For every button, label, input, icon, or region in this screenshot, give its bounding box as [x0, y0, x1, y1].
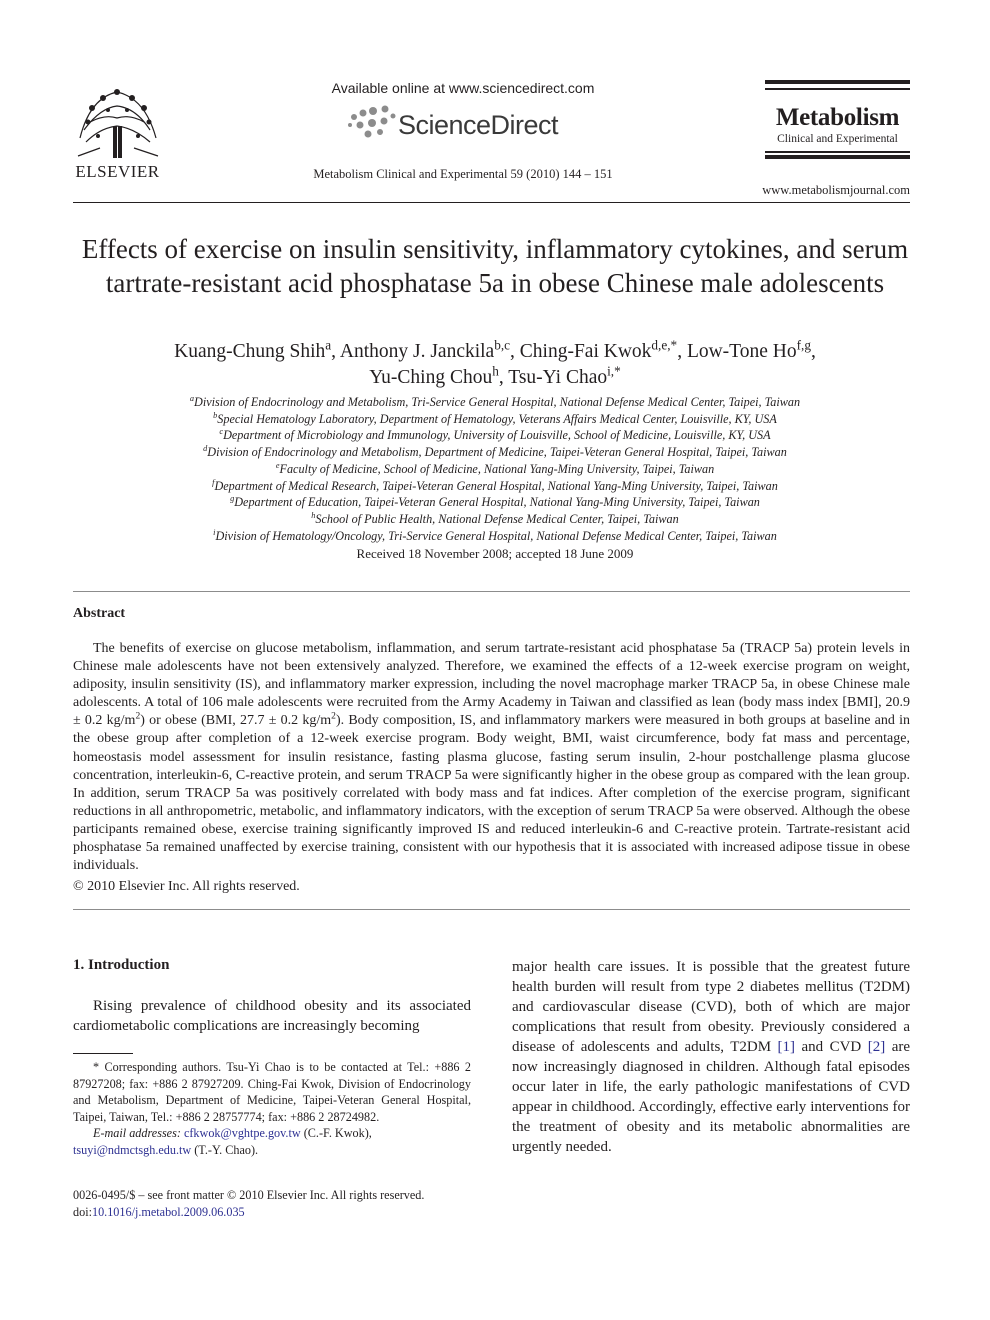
journal-rule	[765, 80, 910, 84]
author-affiliation-mark: i,*	[607, 363, 621, 379]
intro-text: major health care issues. It is possible that the greatest future health burden will result from type 2 diabetes mellitus (T2DM) and cardiovascular disease (CVD), both of which are major complications that result from obesity. Previously considered a disease of adolescents and adults, T2DM	[512, 959, 910, 1055]
abstract-text: ) or obese (BMI, 27.7 ± 0.2 kg/m	[140, 713, 332, 729]
abstract-body	[73, 640, 910, 875]
section-heading: 1. Introduction	[73, 957, 170, 973]
journal-rule	[765, 151, 910, 153]
author-name: Yu-Ching Chou	[369, 367, 493, 388]
email-addresses	[73, 1125, 471, 1158]
affiliation-mark: f	[212, 477, 215, 487]
journal-rule	[765, 155, 910, 159]
abstract-superscript: 2	[331, 711, 336, 722]
author-name: Kuang-Chung Shih	[174, 341, 326, 362]
author-name: Tsu-Yi Chao	[508, 367, 608, 388]
elsevier-logo	[70, 78, 165, 180]
affiliation-text: Department of Education, Taipei-Veteran General Hospital, National Yang-Ming University, Taipei, Taiwan	[234, 495, 760, 510]
abstract-superscript: 2	[135, 711, 141, 722]
affiliation-text: Division of Endocrinology and Metabolism, Department of Medicine, Taipei-Veteran General Hospital, Taipei, Taiwan	[207, 445, 787, 460]
affiliation-mark: c	[219, 427, 224, 437]
author-separator: ,	[331, 341, 340, 362]
intro-paragraph-left: Rising prevalence of childhood obesity and its associated cardiometabolic complications are increasingly becoming	[73, 998, 471, 1034]
abstract-divider	[73, 909, 910, 910]
sciencedirect-dots-icon	[346, 103, 398, 143]
affiliation-mark: a	[189, 393, 195, 403]
affiliation	[80, 461, 910, 478]
reference-link[interactable]: [2]	[867, 1039, 886, 1055]
author-affiliation-mark: b,c	[494, 337, 511, 353]
journal-url-link[interactable]: www.metabolismjournal.com	[762, 183, 910, 197]
abstract-text: ). Body composition, IS, and inflammatory markers were measured in both groups at baseline and in the obese group after completion of a 12-week exercise program. Body weight, BMI, waist circumference, body fat mass and percentage, homeostasis model assessment for insulin resistance, fasting plasma glucose, fasting serum insulin, 2-hour postchallenge plasma glucose concentration, interleukin-6, C-reactive protein, and serum TRACP 5a were significantly higher in the obese group as compared with the lean group. In addition, serum TRACP 5a was positively correlated with body mass and fat indices. After completion of the exercise program, significant reductions in all anthropometric, metabolic, and inflammatory indicators, with the exception of serum TRACP 5a were observed. Although the obese participants remained obese, exercise training significantly improved IS and reduced interleukin-6 and C-reactive protein. Tartrate-resistant acid phosphatase 5a remained unaffected by exercise training, consistent with our hypothesis that it is associated with increased adipose tissue in obese individuals.	[73, 713, 911, 874]
affiliation-mark: h	[311, 510, 316, 520]
intro-text: and CVD	[795, 1039, 868, 1055]
author-affiliation-mark: f,g	[796, 337, 811, 353]
affiliation-mark: e	[275, 460, 280, 470]
doi-line	[73, 1204, 471, 1221]
journal-citation: Metabolism Clinical and Experimental 59 (2010) 144 – 151	[313, 167, 613, 181]
affiliation	[80, 511, 910, 528]
author-separator: ,	[677, 341, 687, 362]
intro-paragraph-right	[512, 957, 910, 1157]
affiliation-text: Department of Microbiology and Immunology, University of Louisville, School of Medicine, Louisville, KY, USA	[223, 428, 771, 443]
front-matter-info	[73, 1187, 471, 1221]
reference-link[interactable]: [1]	[777, 1039, 796, 1055]
email-link[interactable]: cfkwok@vghtpe.gov.tw	[183, 1126, 301, 1141]
affiliation-mark: i	[213, 527, 216, 537]
affiliation-mark: d	[203, 444, 208, 454]
doi-link[interactable]: 10.1016/j.metabol.2009.06.035	[91, 1205, 245, 1219]
affiliation	[80, 494, 910, 511]
journal-subtitle: Clinical and Experimental	[777, 133, 898, 145]
author-name: Anthony J. Janckila	[339, 341, 495, 362]
affiliation	[80, 478, 910, 495]
elsevier-tree-icon	[70, 78, 165, 162]
affiliation-text: Department of Medical Research, Taipei-Veteran General Hospital, National Yang-Ming University, Taipei, Taiwan	[214, 478, 778, 493]
affiliation-text: Division of Hematology/Oncology, Tri-Service General Hospital, National Defense Medical Center, Taipei, Taiwan	[215, 528, 777, 543]
corresponding-author-note: * Corresponding authors. Tsu-Yi Chao is to be contacted at Tel.: +886 2 87927208; fax: +886 2 87927209. Ching-Fai Kwok, Division of Endocrinology and Metabolism, Department of Medicine, Taipei-Veteran General Hospital, Taipei, Taiwan, Tel.: +886 2 28757774; fax: +886 2 28724982.	[73, 1060, 471, 1124]
sciencedirect-wordmark: ScienceDirect	[398, 110, 559, 140]
author-name: Low-Tone Ho	[686, 341, 797, 362]
received-dates: Received 18 November 2008; accepted 18 June 2009	[356, 546, 634, 561]
affiliation-mark: b	[213, 410, 218, 420]
affiliation-mark: g	[230, 494, 235, 504]
affiliation-text: Faculty of Medicine, School of Medicine, National Yang-Ming University, Taipei, Taiwan	[279, 461, 715, 476]
elsevier-wordmark: ELSEVIER	[75, 162, 160, 181]
affiliation	[80, 411, 910, 428]
header-divider	[73, 202, 910, 203]
abstract-text: The benefits of exercise on glucose metabolism, inflammation, and serum tartrate-resistant acid phosphatase 5a (TRACP 5a) protein levels in Chinese male adolescents have not been extensively analyzed. Therefore, we examined the effects of a 12-week exercise program on weight, adiposity, insulin sensitivity (IS), and inflammatory marker expression, including the novel macrophage marker TRACP 5a, in obese Chinese male adolescents. A total of 106 male adolescents were recruited from the Army Academy in Taiwan and classified as lean (body mass index [BMI], 20.9 ± 0.2 kg/m	[73, 641, 910, 729]
issn-line: 0026-0495/$ – see front matter © 2010 Elsevier Inc. All rights reserved.	[73, 1188, 425, 1202]
author-affiliation-mark: h	[492, 363, 499, 379]
available-online-text[interactable]: Available online at www.sciencedirect.com	[331, 80, 595, 96]
journal-name: Metabolism	[775, 104, 900, 131]
doi-label: doi:	[73, 1205, 92, 1219]
footnote-rule	[73, 1053, 133, 1054]
author-separator: ,	[810, 341, 816, 362]
author-list	[80, 339, 910, 391]
affiliation-text: School of Public Health, National Defense Medical Center, Taipei, Taiwan	[315, 511, 679, 526]
email-owner: (C.-F. Kwok),	[300, 1126, 372, 1141]
affiliation	[80, 444, 910, 461]
footnote	[73, 1059, 471, 1159]
email-label: E-mail addresses:	[93, 1126, 181, 1141]
abstract-heading: Abstract	[73, 606, 126, 621]
author-separator: ,	[498, 367, 509, 388]
abstract-copyright: © 2010 Elsevier Inc. All rights reserved.	[73, 879, 300, 894]
abstract-divider	[73, 591, 910, 592]
email-link[interactable]: tsuyi@ndmctsgh.edu.tw	[73, 1142, 192, 1157]
author-affiliation-mark: a	[325, 337, 332, 353]
affiliation	[80, 528, 910, 545]
journal-rule	[765, 88, 910, 90]
email-owner: (T.-Y. Chao).	[191, 1142, 259, 1157]
article-title: Effects of exercise on insulin sensitivity, inflammatory cytokines, and serum tartrate-resistant acid phosphatase 5a in obese Chinese male adolescents	[81, 234, 909, 298]
affiliation-text: Division of Endocrinology and Metabolism, Tri-Service General Hospital, National Defense Medical Center, Taipei, Taiwan	[194, 395, 801, 409]
affiliation	[80, 427, 910, 444]
author-affiliation-mark: d,e,*	[651, 337, 678, 353]
affiliation-text: Special Hematology Laboratory, Department of Hematology, Veterans Affairs Medical Center, Louisville, KY, USA	[217, 411, 777, 426]
author-separator: ,	[510, 341, 520, 362]
affiliation	[80, 394, 910, 411]
intro-text: are now increasingly diagnosed in children. Although fatal episodes occur later in life, the early pathologic manifestations of CVD appear in childhood. Accordingly, effective early interventions for the treatment of obesity and its metabolic abnormalities are urgently needed.	[512, 1039, 911, 1155]
author-name: Ching-Fai Kwok	[519, 341, 652, 362]
affiliation-list	[80, 394, 910, 544]
